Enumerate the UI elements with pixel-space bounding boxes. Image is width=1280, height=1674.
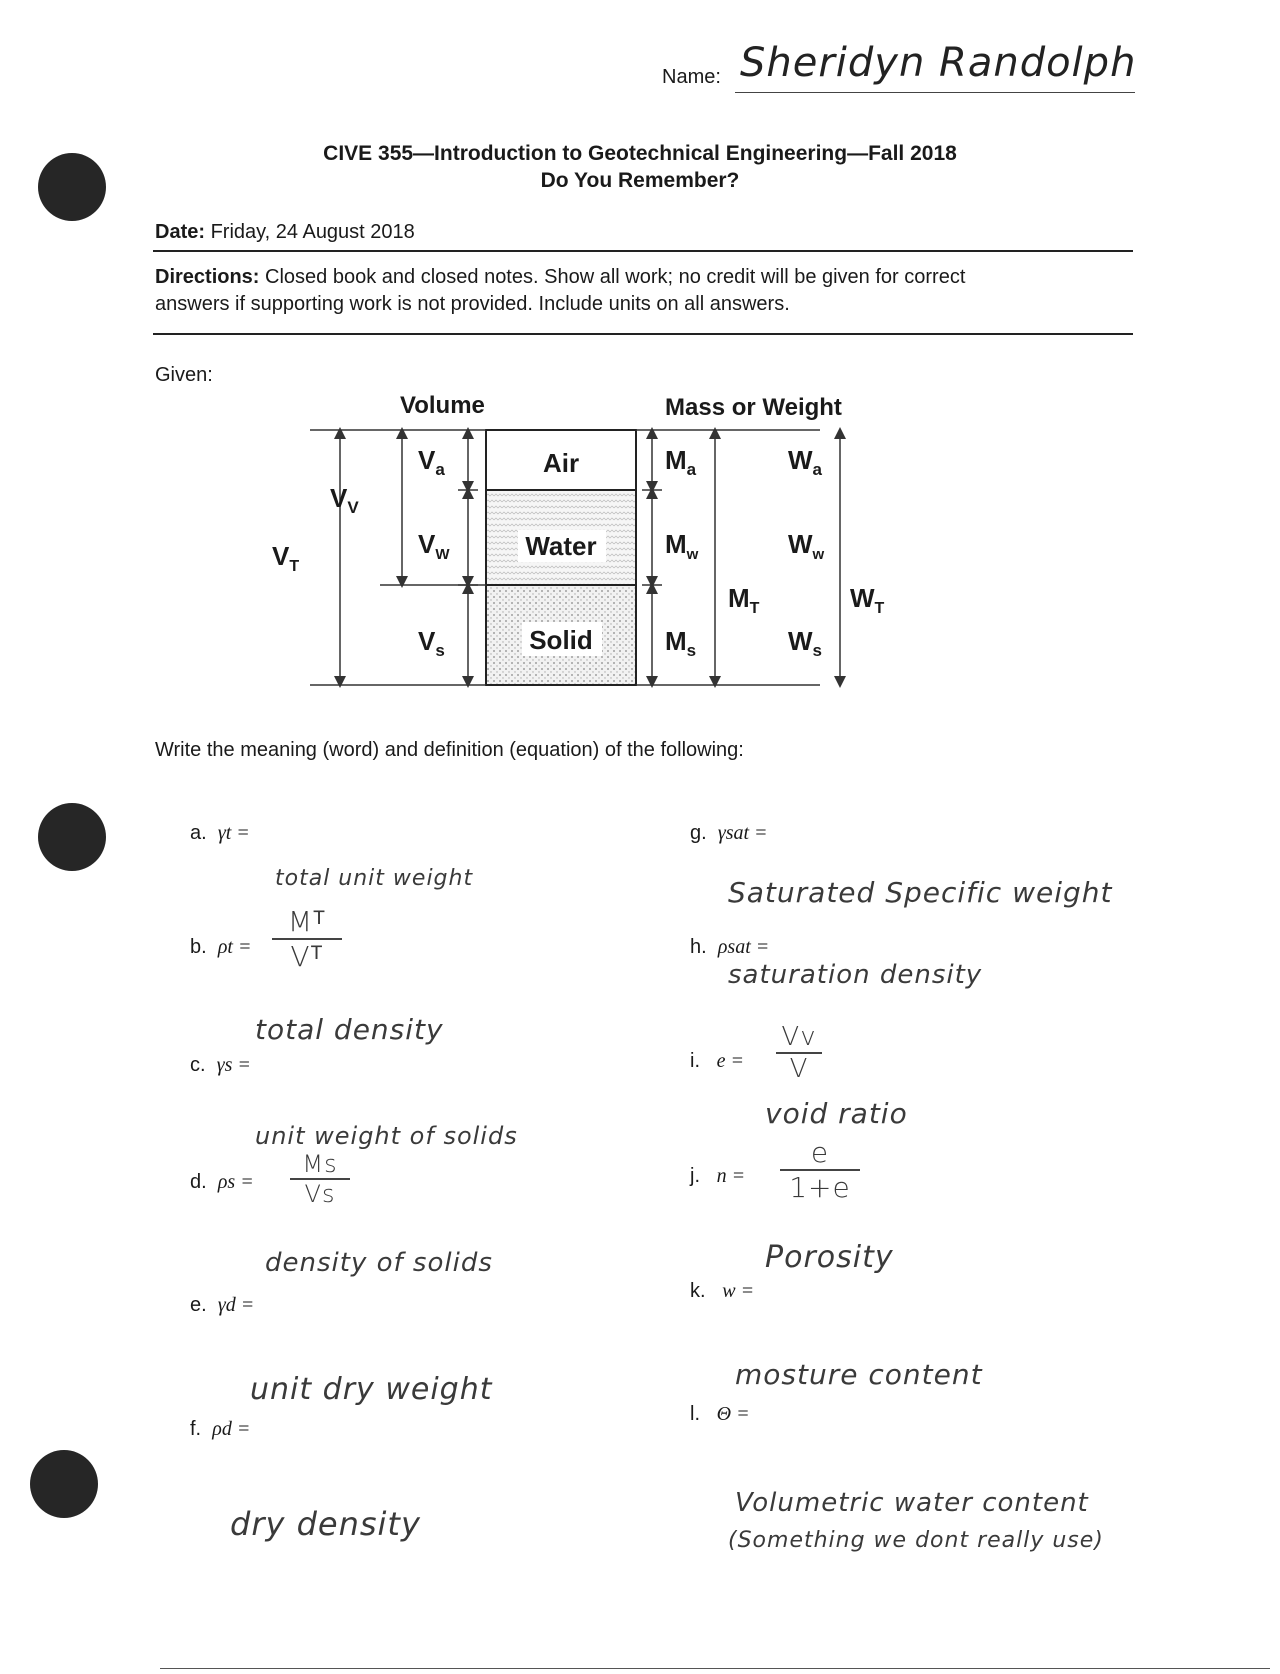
answer-k: mosture content <box>735 1358 983 1391</box>
page-bottom-rule <box>160 1668 1270 1669</box>
quiz-title: Do You Remember? <box>540 169 740 192</box>
volume-title: Volume <box>400 392 485 419</box>
answer-i: void ratio <box>765 1097 908 1130</box>
fraction-d-den: Vs <box>304 1180 336 1208</box>
label-va: $V_a$ <box>418 445 445 479</box>
fraction-i-num: Vv <box>781 1022 817 1052</box>
given-label: Given: <box>155 364 213 386</box>
instruction-text: Write the meaning (word) and definition (equation) of the following: <box>155 739 744 761</box>
label-mt: $M_T$ <box>728 583 760 617</box>
fraction-j <box>780 1136 860 1204</box>
label-ws: $W_s$ <box>788 626 823 660</box>
name-label: Name: <box>662 66 721 88</box>
answer-h: saturation density <box>728 960 983 990</box>
fraction-b-num: Mᵀ <box>287 905 327 938</box>
divider-bottom <box>153 333 1133 335</box>
label-mw: $M_w$ <box>665 529 699 563</box>
date-value: Friday, 24 August 2018 <box>210 221 415 243</box>
air-label: Air <box>542 448 580 478</box>
answer-e: unit dry weight <box>250 1372 493 1407</box>
fraction-b <box>272 905 342 973</box>
label-wt: $W_T$ <box>850 583 885 617</box>
question-i: i. e = <box>690 1050 745 1072</box>
fraction-i <box>776 1022 822 1084</box>
question-b: b. ρt = <box>190 936 252 958</box>
question-g: g. γsat = <box>690 822 768 844</box>
question-c: c. γs = <box>190 1054 251 1076</box>
label-ms: $M_s$ <box>665 626 697 660</box>
binder-hole <box>30 1450 98 1518</box>
answer-l-line2: (Something we dont really use) <box>728 1528 1104 1553</box>
binder-hole <box>38 803 106 871</box>
question-l: l. Θ = <box>690 1403 750 1425</box>
answer-j: Porosity <box>765 1240 894 1275</box>
answer-f: dry density <box>230 1505 421 1543</box>
question-e: e. γd = <box>190 1294 255 1316</box>
question-f: f. ρd = <box>190 1418 251 1440</box>
question-j: j. n = <box>690 1165 746 1187</box>
fraction-i-den: V <box>789 1054 809 1084</box>
label-vv: $V_V$ <box>330 483 359 517</box>
fraction-d <box>290 1150 350 1208</box>
fraction-j-den: 1+e <box>789 1171 851 1204</box>
course-title: CIVE 355—Introduction to Geotechnical Engineering—Fall 2018 <box>323 142 957 165</box>
date-label: Date: <box>155 221 206 243</box>
divider-top <box>153 250 1133 252</box>
mass-title: Mass or Weight <box>665 394 842 421</box>
name-value: Sheridyn Randolph <box>740 40 1137 86</box>
date-line <box>155 221 415 244</box>
answer-b: total density <box>255 1013 444 1046</box>
phase-diagram <box>270 385 910 715</box>
directions-text1: Closed book and closed notes. Show all work; no credit will be given for correct <box>265 266 966 288</box>
label-ww: $W_w$ <box>788 529 825 563</box>
question-d: d. ρs = <box>190 1171 254 1193</box>
water-label: Water <box>525 531 597 561</box>
label-vw: $V_W$ <box>418 529 450 563</box>
question-a: a. γt = <box>190 822 250 844</box>
label-vt: $V_T$ <box>272 541 300 575</box>
answer-l-line1: Volumetric water content <box>735 1488 1089 1518</box>
answer-c: unit weight of solids <box>255 1122 518 1150</box>
label-vs: $V_s$ <box>418 626 445 660</box>
fraction-b-den: Vᵀ <box>290 940 324 973</box>
solid-label: Solid <box>529 625 593 655</box>
name-underline <box>735 92 1135 93</box>
label-ma: $M_a$ <box>665 445 697 479</box>
directions-label: Directions: <box>155 266 260 288</box>
answer-a: total unit weight <box>275 866 474 891</box>
question-h: h. ρsat = <box>690 936 770 958</box>
directions-line1 <box>155 266 965 289</box>
answer-d: density of solids <box>265 1248 493 1278</box>
question-k: k. w = <box>690 1280 755 1302</box>
answer-g: Saturated Specific weight <box>728 876 1113 909</box>
label-wa: $W_a$ <box>788 445 823 479</box>
fraction-d-num: Ms <box>302 1150 338 1178</box>
fraction-j-num: e <box>810 1136 830 1169</box>
directions-line2: answers if supporting work is not provided. Include units on all answers. <box>155 293 790 315</box>
